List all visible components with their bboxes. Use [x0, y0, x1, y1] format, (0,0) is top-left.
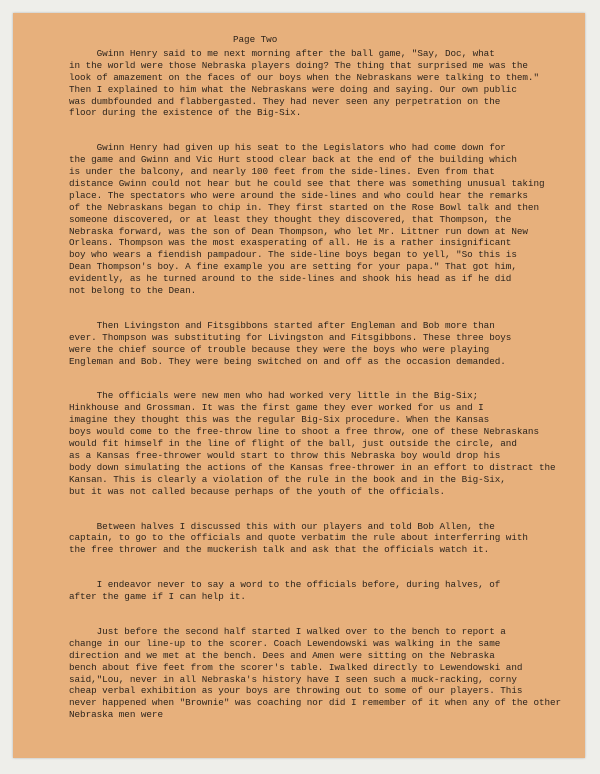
text-line: Kansan. This is clearly a violation of the rule in the book and in the Big-Six,	[69, 473, 506, 485]
paragraph	[69, 579, 581, 603]
text-line: I endeavor never to say a word to the officials before, during halves, of	[69, 579, 501, 591]
letter-body	[69, 48, 581, 721]
text-line: Dean Thompson's boy. A fine example you are setting for your papa." That got him,	[69, 261, 517, 273]
text-line: cheap verbal exhibition as your boys are throwing out to some of our players. This	[69, 685, 523, 697]
text-line: bench about five feet from the scorer's table. Iwalked directly to Lewendowski and	[69, 661, 523, 673]
text-line: in the world were those Nebraska players doing? The thing that surprised me was the	[69, 59, 528, 71]
text-line: the free thrower and the muckerish talk and ask that the officials watch it.	[69, 544, 490, 556]
text-line: Hinkhouse and Grossman. It was the first game they ever worked for us and I	[69, 402, 484, 414]
text-line: of the Nebraskans began to chip in. They first started on the Rose Bowl talk and then	[69, 201, 539, 213]
text-line: not belong to the Dean.	[69, 285, 197, 297]
text-line: is under the balcony, and nearly 100 feet from the side-lines. Even from that	[69, 166, 495, 178]
paragraph	[69, 320, 581, 368]
text-line: Gwinn Henry had given up his seat to the Legislators who had come down for	[69, 142, 506, 154]
text-line: floor during the existence of the Big-Six.	[69, 107, 302, 119]
text-line: look of amazement on the faces of our boys when the Nebraskans were talking to them."	[69, 71, 539, 83]
text-line: the game and Gwinn and Vic Hurt stood clear back at the end of the building which	[69, 154, 517, 166]
paragraph	[69, 48, 581, 119]
text-line: direction and we met at the bench. Dees and Amen were sitting on the Nebraska	[69, 649, 495, 661]
text-line: Then Livingston and Fitsgibbons started after Engleman and Bob more than	[69, 319, 495, 331]
text-line: as a Kansas free-thrower would start to throw this Nebraska boy would drop his	[69, 449, 501, 461]
text-line: after the game if I can help it.	[69, 591, 246, 603]
text-line: imagine they thought this was the regular Big-Six procedure. When the Kansas	[69, 414, 490, 426]
text-line: would fit himself in the line of flight of the ball, just outside the circle, and	[69, 438, 517, 450]
text-line: Nebraska men were	[69, 709, 163, 721]
text-line: boys would come to the free-throw line to shoot a free throw, one of these Nebraskans	[69, 426, 539, 438]
text-line: Then I explained to him what the Nebraskans were doing and saying. Our own public	[69, 83, 517, 95]
text-line: but it was not called because perhaps of the youth of the officials.	[69, 485, 445, 497]
paragraph	[69, 390, 581, 497]
text-line: boy who wears a fiendish pampadour. The side-line boys began to yell, "So this is	[69, 249, 517, 261]
text-line: Engleman and Bob. They were being switched on and off as the occasion demanded.	[69, 355, 506, 367]
text-line: were the chief source of trouble because they were the boys who were playing	[69, 343, 490, 355]
text-line: ever. Thompson was substituting for Livingston and Fitsgibbons. These three boys	[69, 331, 512, 343]
text-line: said,"Lou, never in all Nebraska's history have I seen such a muck-racking, corny	[69, 673, 517, 685]
text-line: The officials were new men who had worked very little in the Big-Six;	[69, 390, 479, 402]
paragraph	[69, 626, 581, 721]
text-line: Nebraska forward, was the son of Dean Thompson, who let Mr. Littner run down at New	[69, 225, 528, 237]
text-line: Just before the second half started I walked over to the bench to report a	[69, 625, 506, 637]
paragraph	[69, 142, 581, 297]
text-line: distance Gwinn could not hear but he could see that there was something unusual taking	[69, 178, 545, 190]
paper-sheet	[13, 13, 585, 758]
text-line: body down simulating the actions of the Kansas free-thrower in an effort to distract the	[69, 461, 556, 473]
paragraph	[69, 521, 581, 557]
text-line: Between halves I discussed this with our players and told Bob Allen, the	[69, 520, 495, 532]
text-line: Orleans. Thompson was the most exasperating of all. He is a rather insignificant	[69, 237, 512, 249]
typed-letter	[69, 34, 581, 744]
text-line: Gwinn Henry said to me next morning after the ball game, "Say, Doc, what	[69, 48, 495, 59]
page-header: Page Two	[233, 34, 278, 45]
text-line: place. The spectators who were around the side-lines and who could hear the remarks	[69, 189, 528, 201]
text-line: someone discovered, or at least they thought they discovered, that Thompson, the	[69, 213, 512, 225]
text-line: was dumbfounded and flabbergasted. They had never seen any perpetration on the	[69, 95, 501, 107]
text-line: captain, to go to the officials and quote verbatim the rule about interferring with	[69, 532, 528, 544]
text-line: change in our line-up to the scorer. Coach Lewendowski was walking in the same	[69, 637, 501, 649]
text-line: never happened when "Brownie" was coaching nor did I remember of it when any of the other	[69, 697, 562, 709]
text-line: evidently, as he turned around to the side-lines and shook his head as if he did	[69, 273, 512, 285]
